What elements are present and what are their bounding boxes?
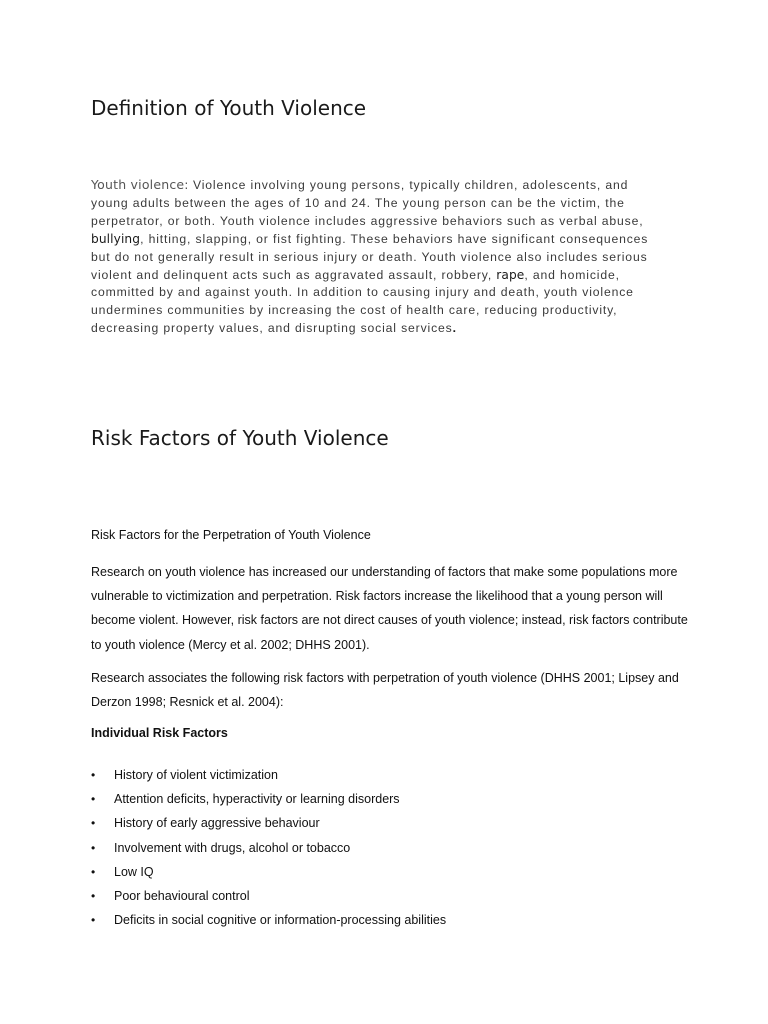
individual-risk-factors-label: Individual Risk Factors bbox=[91, 726, 228, 740]
bullet-icon: • bbox=[91, 888, 96, 903]
definition-text-part-1: Violence involving young persons, typically children, adolescents, and young adults between the ages of 10 and 24. The young person can be the victim, the perpetrator, or both. Youth violence includes aggressive behaviors such as verbal abuse, bbox=[91, 178, 644, 228]
perpetration-subtitle: Risk Factors for the Perpetration of Youth Violence bbox=[91, 528, 371, 542]
list-item bbox=[91, 840, 651, 864]
bullet-icon: • bbox=[91, 816, 96, 831]
research-paragraph: Research on youth violence has increased our understanding of factors that make some populations more vulnerable to victimization and perpetration. Risk factors increase the likelihood that a young person will become violent. However, risk factors are not direct causes of youth violence; instead, risk factors contribute to youth violence (Mercy et al. 2002; DHHS 2001). bbox=[91, 565, 688, 652]
list-item-text: Poor behavioural control bbox=[114, 888, 250, 903]
definition-heading: Definition of Youth Violence bbox=[91, 96, 367, 120]
bullet-icon: • bbox=[91, 864, 96, 879]
list-item bbox=[91, 912, 651, 936]
risk-factor-list bbox=[91, 767, 651, 936]
list-item bbox=[91, 888, 651, 912]
definition-text-part-3: , and homicide, committed by and against youth. In addition to causing injury and death, youth violence undermines communities by increasing the cost of health care, reducing productivity, decreasing property values, and disrupting social services bbox=[91, 267, 634, 336]
list-item bbox=[91, 791, 651, 815]
list-item bbox=[91, 767, 651, 791]
list-item bbox=[91, 864, 651, 888]
definition-text-part-2: , hitting, slapping, or fist fighting. These behaviors have significant consequences but do not generally result in serious injury or death. Youth violence also includes serious violent and delinquent acts such as aggravated assault, robbery, bbox=[91, 231, 649, 282]
bullet-icon: • bbox=[91, 913, 96, 928]
list-item-text: Involvement with drugs, alcohol or tobacco bbox=[114, 840, 351, 855]
definition-paragraph bbox=[91, 176, 661, 338]
list-item bbox=[91, 815, 651, 839]
bullying-link[interactable]: bullying bbox=[91, 231, 141, 246]
definition-end-mark: . bbox=[452, 321, 457, 336]
rape-link[interactable]: rape bbox=[496, 267, 525, 282]
bullet-icon: • bbox=[91, 840, 96, 855]
list-item-text: Deficits in social cognitive or information-processing abilities bbox=[114, 913, 447, 928]
list-item-text: History of early aggressive behaviour bbox=[114, 816, 320, 831]
list-item-text: History of violent victimization bbox=[114, 768, 278, 782]
bullet-icon: • bbox=[91, 768, 96, 782]
list-item-text: Low IQ bbox=[114, 864, 154, 879]
list-item-text: Attention deficits, hyperactivity or learning disorders bbox=[114, 792, 400, 807]
bullet-icon: • bbox=[91, 792, 96, 807]
risk-factors-heading: Risk Factors of Youth Violence bbox=[91, 426, 389, 450]
associations-paragraph: Research associates the following risk factors with perpetration of youth violence (DHHS 2001; Lipsey and Derzon 1998; Resnick et al. 2004): bbox=[91, 671, 679, 710]
definition-term: Youth violence: bbox=[91, 177, 189, 192]
